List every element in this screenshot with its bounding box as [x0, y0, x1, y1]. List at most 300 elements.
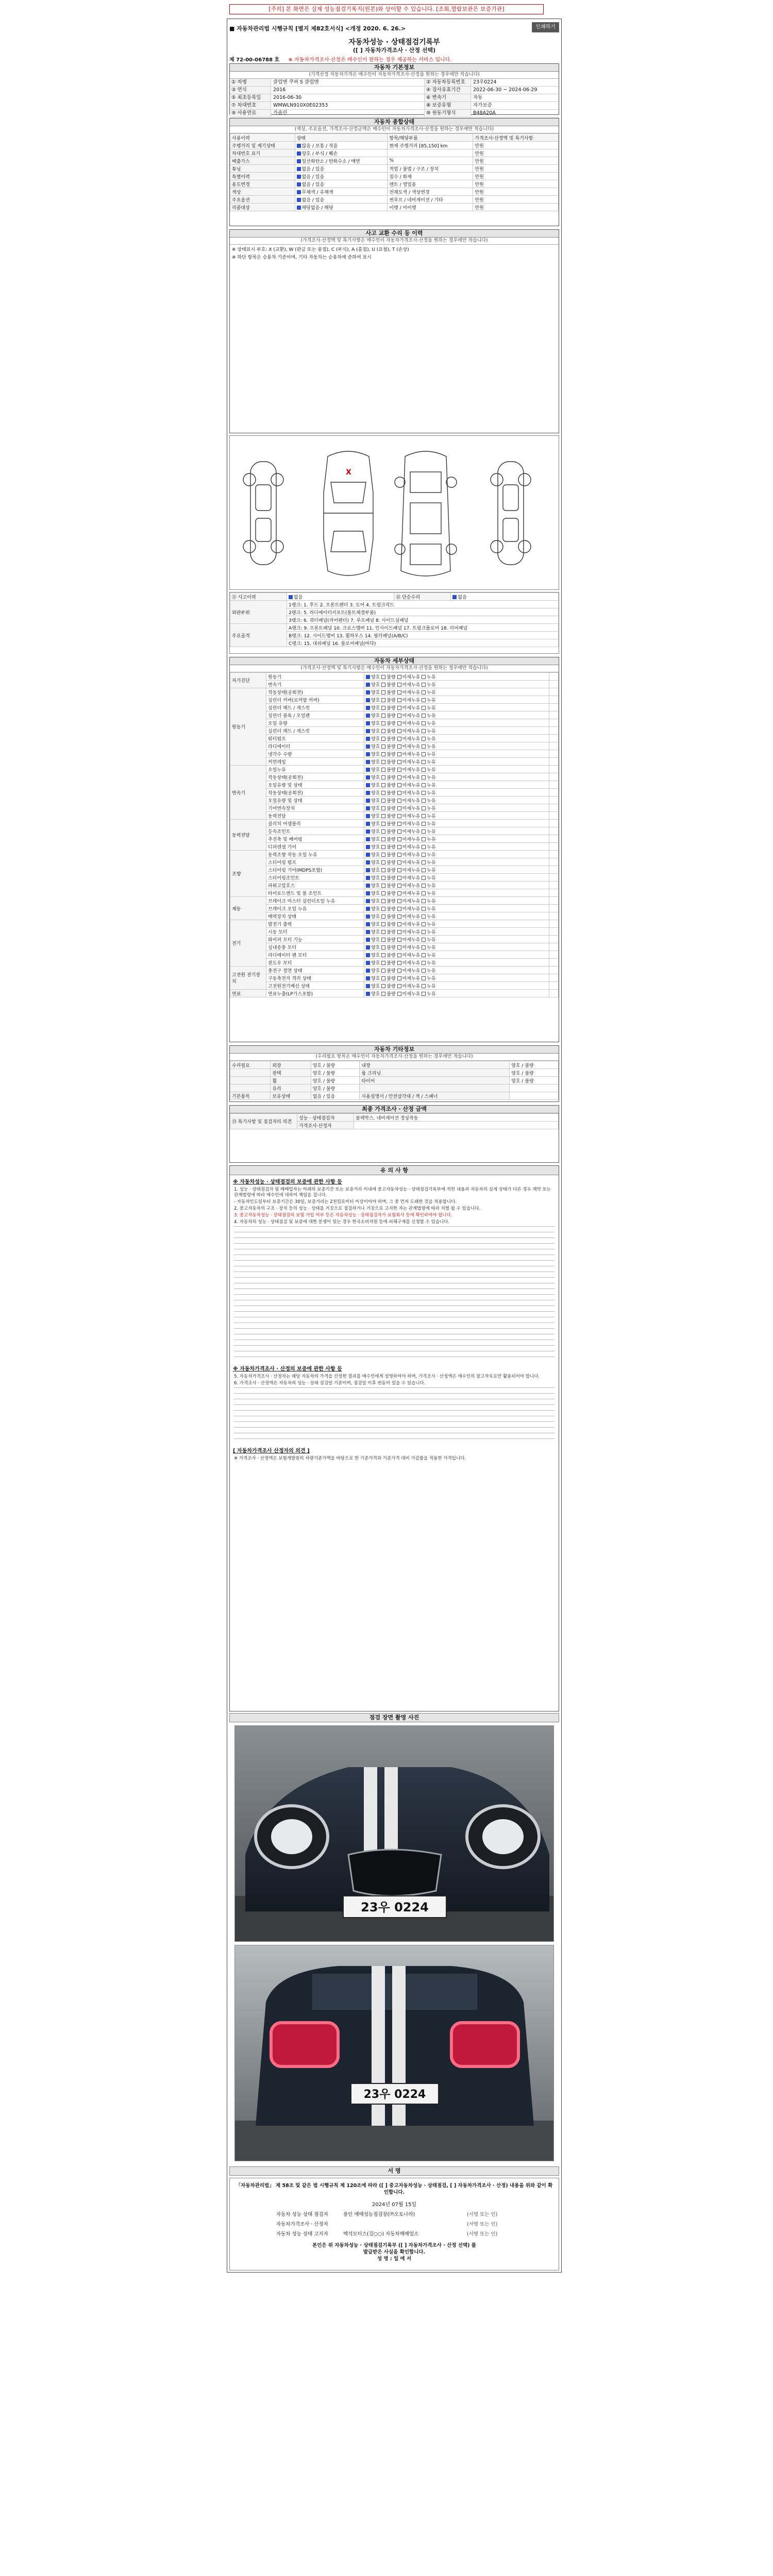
repair-cell: 광택: [271, 1069, 311, 1077]
opinion-label: ⑬ 특기사항 및 점검자의 의견: [230, 1114, 297, 1129]
detail-note-cell: [549, 928, 559, 936]
frame-a-line: A랭크: 9. 프론트패널 10. 크로스멤버 11. 인사이드패널 17. 트렁크플로어 18. 리어패널: [287, 624, 559, 632]
detail-state-cell: 양호 불량 미세누유 누유: [364, 727, 549, 735]
detail-item-label: 원동기: [266, 673, 364, 681]
summary-row: [230, 180, 559, 188]
check-icon: [381, 837, 385, 841]
opinion-inspector-label: 성능 · 상태점검자: [297, 1114, 354, 1122]
detail-row: [230, 696, 559, 704]
summary-row: [230, 196, 559, 204]
check-icon: [381, 829, 385, 834]
inspection-document: [227, 19, 562, 2273]
detail-state-cell: 양호 불량 미세누유 누유: [364, 974, 549, 982]
repair-cell: 외장: [271, 1061, 311, 1069]
check-icon: [381, 930, 385, 934]
summary-cell: 만원: [473, 149, 559, 157]
rank2-line: 2랭크: 5. 라디에이터서포트(볼트체결부품): [287, 608, 559, 616]
detail-item-label: 배력장치 상태: [266, 912, 364, 920]
check-icon: [381, 775, 385, 779]
detail-row: [230, 681, 559, 688]
detail-state-cell: 양호 불량 미세누유 누유: [364, 943, 549, 951]
basic-info-row: [230, 79, 559, 87]
detail-item-label: 연료누출(LP가스포함): [266, 990, 364, 997]
notes-p8: ※ 가격조사 · 산정액은 보험개발원의 차량기준가액을 바탕으로 한 기준가격과 기준가격 대비 가감률을 적용한 가격입니다.: [234, 1456, 466, 1461]
detail-item-label: 구동축전지 격리 상태: [266, 974, 364, 982]
document-header: [227, 22, 561, 33]
detail-row: [230, 858, 559, 866]
check-icon: [366, 945, 370, 950]
check-icon: [381, 907, 385, 911]
detail-item-label: 동력전달: [266, 812, 364, 820]
notes-heading-3: [ 자동차가격조사 산정자의 의견 ]: [233, 1448, 310, 1454]
photo-title: 점검 장면 촬영 사진: [229, 1713, 559, 1722]
repair-cell: 수리필요: [230, 1061, 271, 1069]
detail-row: [230, 866, 559, 874]
check-icon: [381, 860, 385, 865]
detail-item-label: 실린더 헤드 / 개스킷: [266, 704, 364, 711]
check-icon: [397, 799, 401, 803]
frame-c-line: C랭크: 15. 대쉬패널 16. 플로어패널(바닥): [287, 639, 559, 647]
check-icon: [297, 182, 301, 187]
sign-row-inspector: 자동차 성능 상태 점검자 용인 매매성능점검장(㈜오토나라) (서명 또는 인): [276, 2212, 498, 2217]
print-button[interactable]: 인쇄하기: [532, 22, 559, 32]
check-icon: [397, 744, 401, 749]
detail-state-cell: 양호 불량 미세누유 누유: [364, 781, 549, 789]
summary-cell: 많음 / 보통 / 적음: [295, 142, 388, 149]
detail-item-label: 추진축 및 베어링: [266, 835, 364, 843]
check-icon: [422, 760, 426, 764]
detail-note-cell: [549, 858, 559, 866]
detail-item-label: 오일유량 및 상태: [266, 796, 364, 804]
detail-note-cell: [549, 936, 559, 943]
check-icon: [397, 969, 401, 973]
check-icon: [381, 706, 385, 710]
check-icon: [366, 737, 370, 741]
detail-row: [230, 951, 559, 959]
detail-title: 자동차 세부상태: [230, 657, 559, 665]
check-icon: [422, 775, 426, 779]
frame-label: 주요골격: [230, 624, 287, 647]
detail-row: [230, 897, 559, 905]
detail-group-label: 조향: [230, 851, 266, 897]
check-icon: [381, 984, 385, 988]
check-icon: [397, 907, 401, 911]
detail-note-cell: [549, 750, 559, 758]
detail-state-cell: 양호 불량 미세누유 누유: [364, 959, 549, 967]
check-icon: [397, 675, 401, 679]
check-icon: [381, 899, 385, 903]
basic-key: ⑥ 변속기: [425, 94, 471, 101]
summary-cell: 만원: [473, 180, 559, 188]
notes-p1: 1. 성능 · 상태점검자 및 매매업자는 아래의 보증기간 또는 보증거리 이내에 중고자동차성능 · 상태점검기록부에 적힌 내용과 자동차의 실제 상태가 다른 경우 계약 또는 관계법령에 따라 매수인에 대하여 책임을 집니다.: [234, 1187, 551, 1198]
detail-item-label: 실린더 블록 / 오일팬: [266, 711, 364, 719]
check-icon: [397, 868, 401, 872]
notes-p2: - 자동차인도일부터 보증기간은 30일, 보증거리는 2천킬로미터 이상이어야 하며, 그 중 먼저 도래한 것을 적용합니다.: [234, 1199, 457, 1205]
detail-row: [230, 704, 559, 711]
detail-item-label: 변속기: [266, 681, 364, 688]
basic-info-row: [230, 110, 559, 117]
rear-photo: [234, 1945, 554, 2161]
detail-state-cell: 양호 불량 미세누유 누유: [364, 851, 549, 858]
check-icon: [397, 737, 401, 741]
summary-section: [229, 118, 559, 226]
check-icon: [381, 690, 385, 694]
basic-value: 가솔린: [271, 110, 425, 117]
repair-row: [230, 1084, 559, 1092]
opinion-title: 최종 가격조사 · 산정 금액: [230, 1106, 559, 1113]
detail-state-cell: 양호 불량 미세누유 누유: [364, 928, 549, 936]
detail-row: [230, 742, 559, 750]
check-icon: [381, 721, 385, 725]
summary-row: [230, 142, 559, 149]
check-icon: [422, 744, 426, 749]
notes-heading-2: ※ 자동차가격조사 · 산정의 보증에 관한 사항 등: [233, 1366, 342, 1372]
summary-header-cell: 상태: [295, 134, 388, 142]
detail-item-label: 스티어링 기어(MDPS포함): [266, 866, 364, 874]
check-icon: [297, 144, 301, 148]
check-icon: [381, 891, 385, 895]
summary-cell: 만원: [473, 157, 559, 165]
summary-cell: 렌트 / 영업용: [388, 180, 473, 188]
detail-state-cell: 양호 불량 미세누유 누유: [364, 882, 549, 889]
basic-value: WMWLN910X0E02353: [271, 102, 425, 109]
summary-cell: 양호 / 부식 / 훼손: [295, 149, 388, 157]
detail-row: [230, 812, 559, 820]
summary-cell: 없음 / 있음: [295, 196, 388, 204]
check-icon: [397, 791, 401, 795]
detail-note-cell: [549, 827, 559, 835]
car-damage-diagram: [229, 435, 559, 590]
detail-state-cell: 양호 불량 미세누유 누유: [364, 696, 549, 704]
detail-row: [230, 820, 559, 827]
check-icon: [289, 595, 293, 599]
check-icon: [397, 721, 401, 725]
check-icon: [422, 837, 426, 841]
detail-item-label: 파워고압호스: [266, 882, 364, 889]
summary-row: [230, 204, 559, 211]
detail-note: (가격조사·산정액 및 특기사항은 매수인이 자동차가격조사·산정을 원하는 경우에만 적습니다): [230, 665, 559, 672]
detail-item-label: 스티어링조인트: [266, 874, 364, 882]
check-icon: [366, 783, 370, 787]
detail-note-cell: [549, 866, 559, 874]
repair-cell: 양호 / 불량: [510, 1069, 559, 1077]
check-icon: [381, 868, 385, 872]
detail-note-cell: [549, 990, 559, 997]
rear-plate-text: 23우 0224: [363, 2088, 426, 2101]
frame-b-line: B랭크: 12. 사이드멤버 13. 휠하우스 14. 필러패널(A/B/C): [287, 632, 559, 639]
check-icon: [366, 992, 370, 996]
detail-item-label: 등속조인트: [266, 827, 364, 835]
summary-table: [230, 133, 559, 211]
detail-item-label: 클러치 어셈블리: [266, 820, 364, 827]
summary-cell: 만원: [473, 173, 559, 180]
check-icon: [366, 984, 370, 988]
check-icon: [422, 976, 426, 980]
check-icon: [366, 744, 370, 749]
opinion-section: [229, 1105, 559, 1163]
check-icon: [366, 845, 370, 849]
rear-car-image: [235, 1945, 554, 2161]
check-icon: [397, 938, 401, 942]
accident-section: [229, 229, 559, 433]
accident-history-label: ⑪ 사고이력: [230, 593, 287, 601]
summary-header-cell: 가격조사·산정액 및 특기사항: [473, 134, 559, 142]
summary-row: [230, 149, 559, 157]
check-icon: [366, 690, 370, 694]
basic-value: 23우0224: [473, 79, 497, 85]
detail-state-cell: 양호 불량 미세누유 누유: [364, 874, 549, 882]
summary-cell: 주요옵션: [230, 196, 295, 204]
summary-cell: 특별이력: [230, 173, 295, 180]
detail-row: [230, 773, 559, 781]
detail-note-cell: [549, 874, 559, 882]
summary-cell: 전체도색 / 색상변경: [388, 188, 473, 196]
check-icon: [366, 791, 370, 795]
accident-history-table: [230, 592, 559, 647]
detail-group-label: 자기진단: [230, 673, 266, 688]
front-photo: [234, 1725, 554, 1942]
summary-cell: 썬루프 / 네비게이션 / 기타: [388, 196, 473, 204]
check-icon: [366, 822, 370, 826]
check-icon: [381, 744, 385, 749]
basic-key: ③ 연식: [230, 87, 271, 94]
detail-state-cell: 양호 불량 미세누유 누유: [364, 789, 549, 796]
check-icon: [366, 706, 370, 710]
detail-item-label: 타이로드엔드 및 볼 조인트: [266, 889, 364, 897]
detail-row: [230, 943, 559, 951]
summary-cell: 없음 / 있음: [295, 165, 388, 173]
repair-row: [230, 1077, 559, 1084]
accident-history: [229, 592, 559, 654]
basic-key: ⑨ 사용연료: [230, 110, 271, 117]
check-icon: [422, 791, 426, 795]
summary-row: [230, 165, 559, 173]
detail-row: [230, 735, 559, 742]
check-icon: [397, 953, 401, 957]
doc-no: 제 72-00-06788 호: [229, 57, 280, 63]
detail-state-cell: 양호 불량 미세누유 누유: [364, 750, 549, 758]
check-icon: [366, 922, 370, 926]
summary-cell: 적법 / 불법 / 구조 / 장치: [388, 165, 473, 173]
document-subtitle: ([ ] 자동차가격조사 · 산정 선택): [352, 47, 436, 54]
repair-cell: 양호 / 불량: [311, 1077, 360, 1084]
detail-item-label: 브레이크 오일 누유: [266, 905, 364, 912]
front-plate-text: 23우 0224: [361, 1900, 429, 1914]
detail-state-cell: 양호 불량 미세누유 누유: [364, 773, 549, 781]
accident-history-value: 없음: [287, 593, 394, 601]
detail-item-label: 작동상태(공회전): [266, 789, 364, 796]
basic-key: ① 차명: [230, 79, 271, 86]
check-icon: [397, 945, 401, 950]
notes-title: 유 의 사 항: [230, 1166, 559, 1175]
detail-item-label: 스티어링 펌프: [266, 858, 364, 866]
check-icon: [366, 806, 370, 810]
basic-key: ⑤ 최초등록일: [230, 94, 271, 101]
check-icon: [381, 976, 385, 980]
check-icon: [381, 938, 385, 942]
detail-row: [230, 928, 559, 936]
detail-note-cell: [549, 959, 559, 967]
check-icon: [366, 837, 370, 841]
detail-note-cell: [549, 982, 559, 990]
check-icon: [422, 930, 426, 934]
summary-cell: 색상: [230, 188, 295, 196]
detail-state-cell: 양호 불량 미세누유 누유: [364, 758, 549, 766]
summary-cell: 용도변경: [230, 180, 295, 188]
detail-item-label: 발전기 출력: [266, 920, 364, 928]
detail-row: [230, 827, 559, 835]
detail-state-cell: 양호 불량 미세누유 누유: [364, 766, 549, 773]
detail-state-cell: 양호 불량 미세누유 누유: [364, 673, 549, 681]
detail-row: [230, 796, 559, 804]
detail-note-cell: [549, 696, 559, 704]
detail-state-cell: 양호 불량 미세누유 누유: [364, 982, 549, 990]
notes-p6: 5. 자동차가격조사 · 산정자는 해당 자동차의 가격을 산정한 결과를 매수인에게 설명하여야 하며, 가격조사 · 산정액은 매수인의 참고자료로만 활용되어야 합니다.: [234, 1374, 540, 1379]
summary-cell: [388, 149, 473, 157]
check-icon: [381, 876, 385, 880]
detail-state-cell: 양호 불량 미세누유 누유: [364, 920, 549, 928]
check-icon: [422, 714, 426, 718]
check-icon: [397, 783, 401, 787]
detail-note-cell: [549, 889, 559, 897]
detail-note-cell: [549, 742, 559, 750]
detail-state-cell: 양호 불량 미세누유 누유: [364, 866, 549, 874]
check-icon: [422, 829, 426, 834]
basic-info-row: [230, 94, 559, 102]
detail-row: [230, 673, 559, 681]
detail-row: [230, 936, 559, 943]
repair-cell: 없음 / 있음: [311, 1092, 360, 1100]
detail-state-cell: 양호 불량 미세누유 누유: [364, 897, 549, 905]
summary-cell: 만원: [473, 142, 559, 149]
check-icon: [366, 775, 370, 779]
repair-title: 자동차 기타정보: [230, 1046, 559, 1054]
check-icon: [422, 706, 426, 710]
notes-p3: 2. 중고자동차의 구조 · 장치 등의 성능 · 상태를 거짓으로 점검하거나 거짓으로 고지한 자는 관계법령에 따라 처벌 될 수 있습니다.: [234, 1206, 481, 1211]
check-icon: [422, 752, 426, 756]
check-icon: [381, 992, 385, 996]
check-icon: [397, 698, 401, 702]
check-icon: [366, 814, 370, 818]
detail-note-cell: [549, 897, 559, 905]
check-icon: [381, 814, 385, 818]
detail-state-cell: 양호 불량 미세누유 누유: [364, 889, 549, 897]
detail-note-cell: [549, 758, 559, 766]
basic-value: 자동: [473, 95, 483, 100]
detail-state-cell: 양호 불량 미세누유 누유: [364, 688, 549, 696]
repair-cell: 양호 / 불량: [311, 1061, 360, 1069]
check-icon: [397, 930, 401, 934]
check-icon: [381, 806, 385, 810]
accident-title: 사고 교환 수리 등 이력: [230, 230, 559, 238]
check-icon: [422, 868, 426, 872]
check-icon: [381, 799, 385, 803]
repair-row: [230, 1069, 559, 1077]
detail-note-cell: [549, 974, 559, 982]
detail-row: [230, 835, 559, 843]
check-icon: [422, 822, 426, 826]
front-car-image: [235, 1726, 554, 1942]
basic-value: 2022-06-30 ~ 2024-06-29: [473, 87, 537, 93]
detail-row: [230, 719, 559, 727]
detail-row: [230, 758, 559, 766]
detail-row: [230, 804, 559, 812]
detail-note-cell: [549, 704, 559, 711]
basic-key: ⑦ 차대번호: [230, 102, 271, 109]
notes-text-lines-2: [234, 1387, 554, 1439]
check-icon: [422, 721, 426, 725]
car-frame-view-icon: [395, 451, 457, 576]
check-icon: [381, 822, 385, 826]
detail-row: [230, 766, 559, 773]
detail-note-cell: [549, 673, 559, 681]
notice-banner: [주의] 본 화면은 실제 성능점검기록지(원본)와 상이할 수 있습니다. [조회,열람보관은 보증기관]: [229, 4, 544, 14]
check-icon: [422, 884, 426, 888]
detail-row: [230, 874, 559, 882]
detail-note-cell: [549, 796, 559, 804]
detail-item-label: 고전원전기배선 상태: [266, 982, 364, 990]
basic-value: 자가보증: [473, 103, 492, 108]
detail-item-label: 냉각수 수량: [266, 750, 364, 758]
check-icon: [422, 690, 426, 694]
detail-item-label: 작동상태(공회전): [266, 688, 364, 696]
check-icon: [366, 961, 370, 965]
detail-note-cell: [549, 851, 559, 858]
summary-cell: 무채색 / 유채색: [295, 188, 388, 196]
detail-item-label: 워터펌프: [266, 735, 364, 742]
repair-history-value: 없음: [451, 593, 559, 601]
repair-note: (수리필요 항목은 매수인이 자동차가격조사·산정을 원하는 경우에만 적습니다): [230, 1054, 559, 1061]
check-icon: [381, 961, 385, 965]
notes-section: [229, 1165, 559, 1711]
detail-state-cell: 양호 불량 미세누유 누유: [364, 812, 549, 820]
check-icon: [422, 961, 426, 965]
detail-state-cell: 양호 불량 미세누유 누유: [364, 912, 549, 920]
detail-state-cell: 양호 불량 미세누유 누유: [364, 858, 549, 866]
detail-note-cell: [549, 843, 559, 851]
detail-row: [230, 967, 559, 974]
accident-sub: ※ 하단 항목은 승용차 기준이며, 기타 자동차는 승용차에 준하여 표시: [232, 255, 372, 260]
check-icon: [381, 683, 385, 687]
detail-item-label: 동력조향 작동 오일 누유: [266, 851, 364, 858]
detail-row: [230, 851, 559, 858]
summary-cell: 일산화탄소 / 탄화수소 / 매연: [295, 157, 388, 165]
repair-cell: 유리: [271, 1084, 311, 1092]
summary-cell: 만원: [473, 196, 559, 204]
check-icon: [397, 976, 401, 980]
check-icon: [381, 853, 385, 857]
check-icon: [422, 899, 426, 903]
basic-info-note: (가격산정 자동차가격은 매수인이 자동차가격조사·산정을 원하는 경우에만 적습니다): [230, 72, 559, 79]
check-icon: [397, 860, 401, 865]
detail-note-cell: [549, 773, 559, 781]
detail-note-cell: [549, 882, 559, 889]
detail-group-label: 변속기: [230, 766, 266, 820]
repair-cell: [230, 1069, 271, 1077]
check-icon: [422, 799, 426, 803]
summary-cell: 없음 / 있음: [295, 180, 388, 188]
summary-cell: 튜닝: [230, 165, 295, 173]
basic-value: 2016: [271, 87, 425, 94]
basic-info-title: 자동차 기본정보: [230, 64, 559, 72]
repair-cell: 사용설명서 / 안전삼각대 / 잭 / 스패너: [360, 1092, 510, 1100]
check-icon: [381, 783, 385, 787]
detail-row: [230, 711, 559, 719]
sign-section: [229, 2178, 559, 2270]
check-icon: [422, 737, 426, 741]
opinion-inspector-value: 블랙박스, 네비게이션 정상작동: [354, 1114, 559, 1122]
detail-note-cell: [549, 905, 559, 912]
